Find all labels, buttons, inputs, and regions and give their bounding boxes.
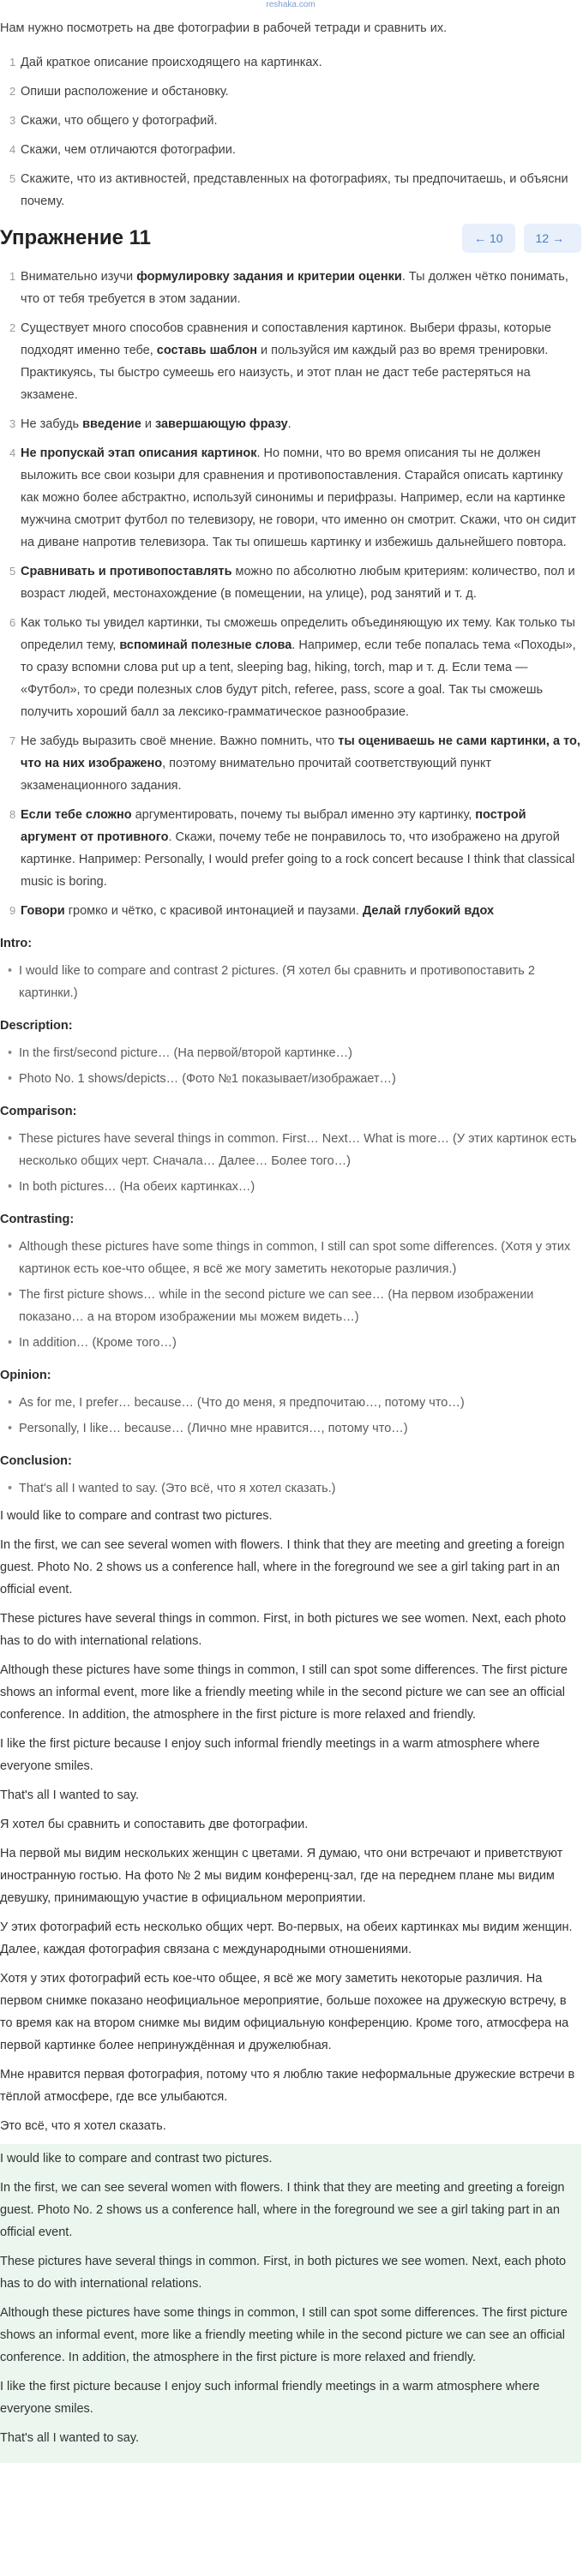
tip-item — [0, 730, 581, 797]
tip-bold: Делай глубокий вдох — [362, 904, 495, 918]
answer-paragraph: Я хотел бы сравнить и сопоставить две фотографии. — [0, 1818, 309, 1831]
tip-item — [0, 900, 581, 922]
tip-text: можно по абсолютно любым критериям: количество, пол и возраст людей, местонахождение (в помещении, на улице), род занятий и т. д. — [21, 565, 575, 601]
section-list — [0, 1392, 581, 1440]
tip-number: 6 — [9, 616, 16, 629]
answer-paragraph: These pictures have several things in common. First, in both pictures we see women. Next, each photo has to do with international relations. — [0, 1612, 567, 1648]
intro-text: Нам нужно посмотреть на две фотографии в рабочей тетради и сравнить их. — [0, 21, 448, 35]
phrase-item: • The first picture shows… while in the second picture we can see… (На первом изображении показано… а на втором изображении мы можем видеть…) — [0, 1284, 581, 1328]
tip-item — [0, 442, 581, 554]
answer-paragraph: Хотя у этих фотографий есть кое-что общее, я всё же могу заметить некоторые различия. На первом снимке показано неофициальное мероприятие, больше похожее на дружескую встречу, в то время как на втором снимке мы видим официальную конференцию. Кроме того, атмосфера на первой картинке более непринуждённая и дружелюбная. — [0, 1972, 569, 2052]
section-title-conclusion: Conclusion: — [0, 1454, 72, 1468]
task-item — [0, 168, 581, 213]
task-item — [0, 51, 581, 74]
tip-text: , поэтому внимательно прочитай соответствующий пункт экзаменационного задания. — [21, 757, 492, 793]
task-text: Дай краткое описание происходящего на картинках. — [21, 56, 322, 69]
tip-item — [0, 266, 581, 310]
answer-paragraph: These pictures have several things in common. First, in both pictures we see women. Next, each photo has to do with international relations. — [0, 2255, 567, 2291]
task-text: Опиши расположение и обстановку. — [21, 85, 229, 99]
tip-text: Существует много способов сравнения и сопоставления картинок. Выбери фразы, которые подходят именно тебе, — [21, 321, 551, 357]
phrase-item: • These pictures have several things in common. First… Next… What is more… (У этих картинок есть несколько общих черт. Сначала… Далее… Более того…) — [0, 1128, 581, 1172]
tip-number: 3 — [9, 417, 16, 430]
tip-number: 1 — [9, 270, 16, 283]
answer-paragraph: I like the first picture because I enjoy such informal friendly meetings in a warm atmosphere where everyone smiles. — [0, 2380, 540, 2416]
section-list — [0, 960, 581, 1004]
russian-answer — [0, 1813, 581, 2137]
exercise-pager — [462, 224, 581, 253]
task-list — [0, 51, 581, 213]
tip-bold: завершающую фразу — [154, 417, 288, 431]
task-item — [0, 110, 581, 132]
answer-paragraph: На первой мы видим нескольких женщин с цветами. Я думаю, что они встречают и приветствуют иностранную гостью. На фото № 2 мы видим конференц-зал, где на переднем плане мы видим девушку, принимающую участие в официальном мероприятии. — [0, 1847, 563, 1905]
task-number: 1 — [9, 56, 16, 69]
exercise-header — [0, 221, 581, 255]
tip-text: Как только ты увидел картинки, ты сможешь определить объединяющую их тему. Как только ты определил тему, — [21, 616, 575, 652]
tip-number: 5 — [9, 565, 16, 578]
tip-text: . — [287, 417, 292, 431]
phrase-item: • In the first/second picture… (На первой/второй картинке…) — [0, 1042, 581, 1064]
task-text: Скажи, что общего у фотографий. — [21, 114, 218, 128]
tip-text: Внимательно изучи — [21, 270, 137, 284]
phrase-item: • In addition… (Кроме того…) — [0, 1332, 581, 1354]
phrase-item: • Personally, I like… because… (Лично мне нравится…, потому что…) — [0, 1417, 581, 1440]
tip-item — [0, 413, 581, 435]
tip-number: 2 — [9, 321, 16, 334]
tip-item — [0, 804, 581, 893]
tip-text: . Например, если тебе попалась тема «Походы», то сразу вспомни слова put up a tent, sleeping bag, hiking, torch, map и т. д. Если тема — «Футбол», то среди полезных слов будут pitch, referee, pass, score a goal. Так ты сможешь получить хороший балл за лексико-грамматическое разнообразие. — [21, 638, 576, 719]
tip-bold: ты оцениваешь не сами картинки, а то, что на них изображено — [21, 734, 580, 770]
answer-paragraph: In the first, we can see several women with flowers. I think that they are meeting and greeting a foreign guest. Photo No. 2 shows us a conference hall, where in the foreground we see a girl taking part in an official event. — [0, 1538, 565, 1597]
tip-bold: построй аргумент от противного — [21, 808, 526, 844]
answer-paragraph: In the first, we can see several women with flowers. I think that they are meeting and greeting a foreign guest. Photo No. 2 shows us a conference hall, where in the foreground we see a girl taking part in an official event. — [0, 2181, 565, 2239]
tip-text: аргументировать, почему ты выбрал именно эту картинку, — [131, 808, 476, 822]
tip-item — [0, 317, 581, 406]
tip-item — [0, 560, 581, 605]
section-title-opinion: Opinion: — [0, 1369, 51, 1382]
tip-text: . Ты должен чётко понимать, что от тебя требуется в этом задании. — [21, 270, 568, 306]
tip-bold: Не пропускай этап описания картинок — [21, 446, 257, 460]
section-list — [0, 1042, 581, 1090]
answer-paragraph: Это всё, что я хотел сказать. — [0, 2119, 166, 2133]
section-title-comparison: Comparison: — [0, 1105, 77, 1118]
tip-text: громко и чётко, с красивой интонацией и паузами. — [64, 904, 363, 918]
answer-paragraph: У этих фотографий есть несколько общих черт. Во-первых, на обеих картинках мы видим женщин. Далее, каждая фотография связана с международными отношениями. — [0, 1920, 573, 1956]
next-exercise-button[interactable]: 12 → — [524, 224, 581, 253]
section-title-contrasting: Contrasting: — [0, 1213, 75, 1226]
tip-bold: вспоминай полезные слова — [119, 638, 292, 652]
tip-bold: введение — [82, 417, 141, 431]
tip-number: 4 — [9, 446, 16, 459]
tip-bold: составь шаблон — [156, 344, 257, 357]
task-text: Скажи, чем отличаются фотографии. — [21, 143, 236, 157]
highlighted-answer — [0, 2144, 581, 2463]
english-answer — [0, 1505, 581, 1806]
answer-paragraph: Although these pictures have some things in common, I still can spot some differences. The first picture shows an informal event, more like a friendly meeting while in the second picture we can see an official conference. In addition, the atmosphere in the first picture is more relaxed and friendly. — [0, 1663, 568, 1722]
phrase-item: • That's all I wanted to say. (Это всё, что я хотел сказать.) — [0, 1477, 581, 1500]
exercise-title: Упражнение 11 — [0, 226, 152, 249]
tip-number: 9 — [9, 904, 16, 917]
tip-text: Не забудь выразить своё мнение. Важно помнить, что — [21, 734, 339, 748]
task-number: 3 — [9, 114, 16, 127]
task-item — [0, 81, 581, 103]
section-list — [0, 1128, 581, 1198]
answer-paragraph: I would like to compare and contrast two pictures. — [0, 1509, 273, 1523]
tip-bold: формулировку задания и критерии оценки — [136, 270, 402, 284]
site-stub: reshaka.com — [266, 0, 316, 9]
tip-number: 7 — [9, 734, 16, 747]
answer-paragraph: That's all I wanted to say. — [0, 1788, 140, 1802]
phrase-sections — [0, 932, 581, 1500]
answer-paragraph: I like the first picture because I enjoy such informal friendly meetings in a warm atmosphere where everyone smiles. — [0, 1737, 540, 1773]
prev-exercise-button[interactable]: ← 10 — [462, 224, 514, 253]
task-text: Скажите, что из активностей, представленных на фотографиях, ты предпочитаешь, и объясни почему. — [21, 172, 568, 208]
tip-text: и пользуйся им каждый раз во время тренировки. Практикуясь, ты быстро сумеешь его наизусть, и этот план не даст тебе растеряться на экзамене. — [21, 344, 549, 402]
tip-text: и — [141, 417, 155, 431]
tip-bold: Говори — [21, 904, 65, 918]
section-title-description: Description: — [0, 1019, 73, 1033]
tip-bold: Сравнивать и противопоставлять — [21, 565, 232, 578]
phrase-item: • I would like to compare and contrast 2 pictures. (Я хотел бы сравнить и противопоставить 2 картинки.) — [0, 960, 581, 1004]
answer-paragraph: Although these pictures have some things in common, I still can spot some differences. The first picture shows an informal event, more like a friendly meeting while in the second picture we can see an official conference. In addition, the atmosphere in the first picture is more relaxed and friendly. — [0, 2306, 568, 2364]
tip-number: 8 — [9, 808, 16, 821]
task-number: 4 — [9, 143, 16, 156]
tip-item — [0, 612, 581, 723]
tip-text: . Скажи, почему тебе не понравилось то, что изображено на другой картинке. Например: Personally, I would prefer going to a rock concert because I think that classical music is boring. — [21, 830, 575, 889]
tips-list — [0, 266, 581, 922]
answer-paragraph: I would like to compare and contrast two pictures. — [0, 2152, 273, 2166]
phrase-item: • Photo No. 1 shows/depicts… (Фото №1 показывает/изображает…) — [0, 1068, 581, 1090]
phrase-item: • In both pictures… (На обеих картинках…) — [0, 1176, 581, 1198]
tip-bold: Если тебе сложно — [21, 808, 132, 822]
task-number: 5 — [9, 172, 16, 185]
tip-text: Не забудь — [21, 417, 83, 431]
section-list — [0, 1236, 581, 1354]
task-number: 2 — [9, 85, 16, 98]
answer-paragraph: Мне нравится первая фотография, потому что я люблю такие неформальные дружеские встречи в тёплой атмосфере, где все улыбаются. — [0, 2068, 575, 2104]
phrase-item: • Although these pictures have some things in common, I still can spot some differences. (Хотя у этих картинок есть кое-что общее, я всё же могу заметить некоторые различия.) — [0, 1236, 581, 1280]
tip-text: . Но помни, что во время описания ты не должен выложить все свои козыри для сравнения и противопоставления. Старайся описать картинку как можно более абстрактно, используй синонимы и перифразы. Например, если на картинке мужчина смотрит футбол по телевизору, не говори, что именно он смотрит. Скажи, что он сидит на диване напротив телевизора. Так ты опишешь картинку и избежишь дальнейшего повтора. — [21, 446, 577, 549]
section-title-intro: Intro: — [0, 937, 33, 950]
answer-paragraph: That's all I wanted to say. — [0, 2431, 140, 2445]
phrase-item: • As for me, I prefer… because… (Что до меня, я предпочитаю…, потому что…) — [0, 1392, 581, 1414]
task-item — [0, 139, 581, 161]
section-list — [0, 1477, 581, 1500]
